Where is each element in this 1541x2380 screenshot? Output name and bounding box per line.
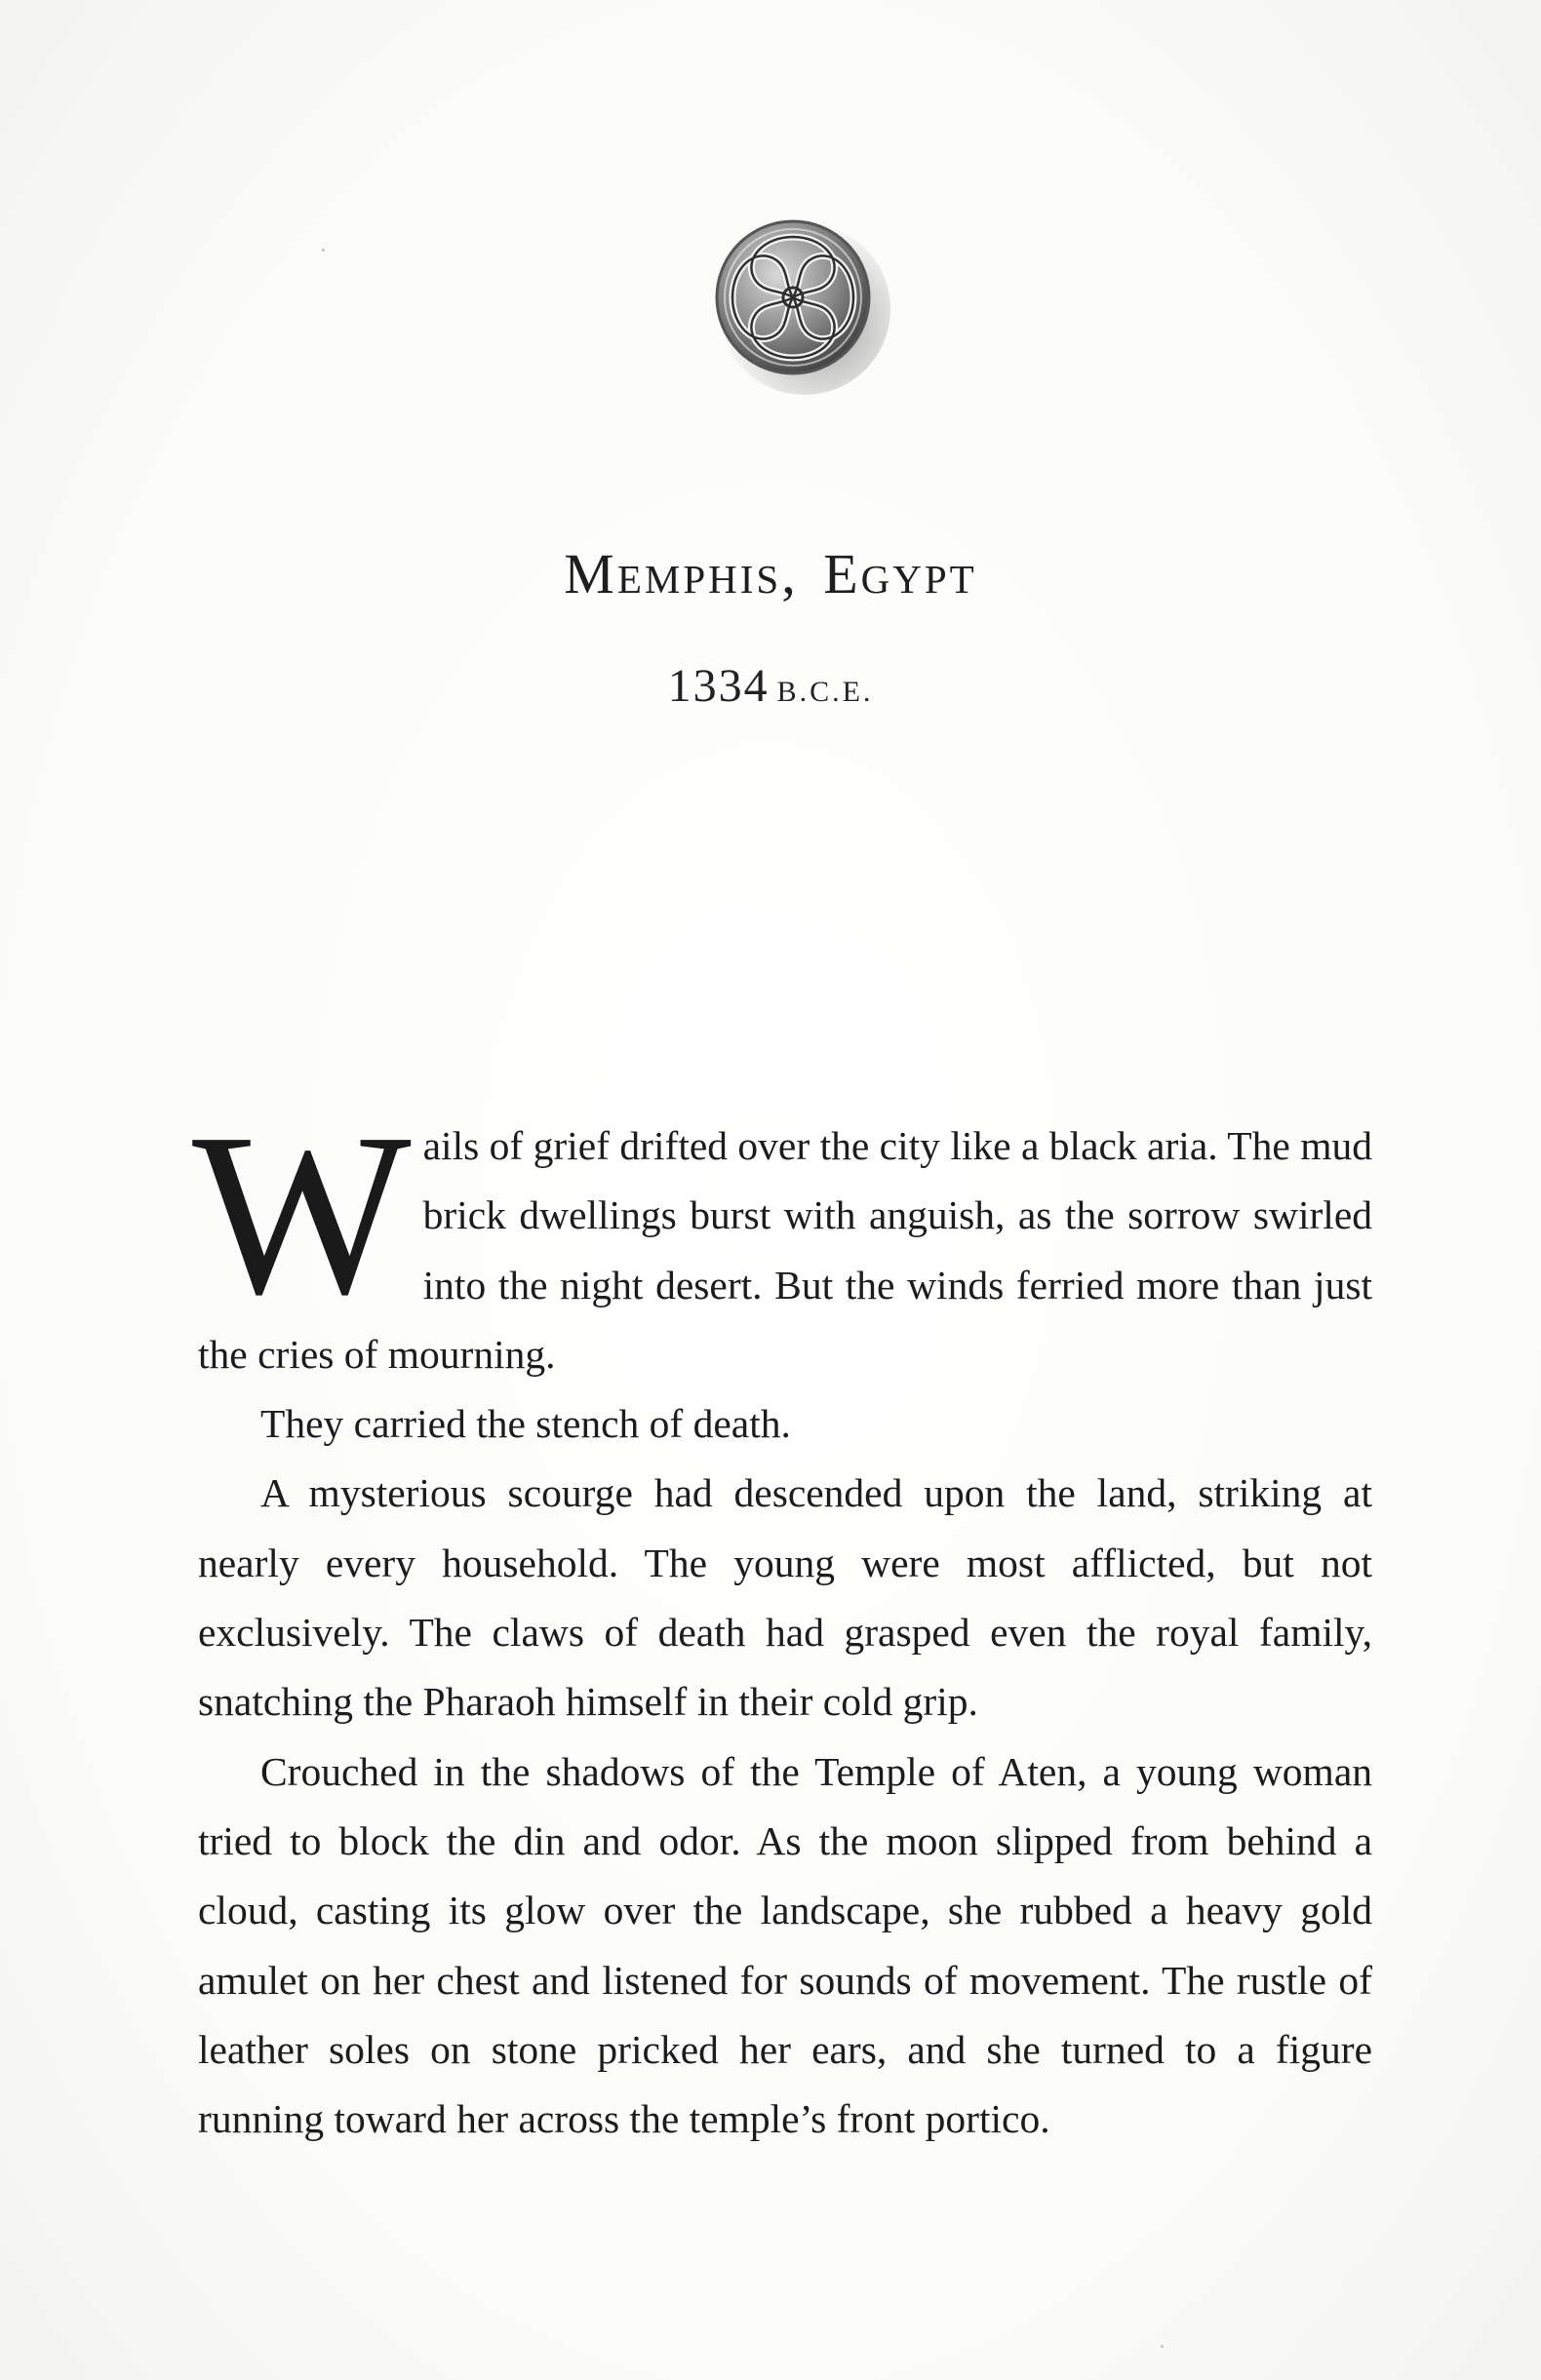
chapter-body — [192, 1086, 1372, 2154]
paragraph-4: Crouched in the shadows of the Temple of Aten, a young woman tried to block the din and odor. As the moon slipped from behind a cloud, casting its glow over the landscape, she rubbed a heavy gold amulet on her chest and listened for sounds of movement. The rustle of leather soles on stone pricked her ears, and she turned to a figure running toward her across the temple’s front portico. — [198, 1748, 1372, 2142]
paragraph-3: A mysterious scourge had descended upon the land, striking at nearly every household. The young were most afflicted, but not exclusively. The claws of death had grasped even the royal family, snatching the Pharaoh himself in their cold grip. — [198, 1470, 1372, 1725]
paragraph-1 — [192, 1086, 1372, 1389]
year-number: 1334 — [667, 660, 770, 712]
chapter-location — [0, 542, 1541, 605]
drop-cap: W — [192, 1086, 412, 1343]
year-era: B.C.E. — [776, 676, 874, 708]
paper-speck — [1161, 2345, 1164, 2348]
chapter-year — [0, 660, 1541, 712]
paragraph-2: They carried the stench of death. — [260, 1401, 791, 1447]
celtic-knot-medallion-icon — [695, 200, 890, 395]
paper-speck — [322, 249, 325, 252]
location-word-country: Egypt — [823, 542, 977, 605]
location-word-city: Memphis, — [564, 542, 799, 605]
paragraph-1-text: ails of grief drifted over the city like a black aria. The mud brick dwellings burst with anguish, as the sorrow swirled into the night desert. But the winds ferried more than just the cries of mourning. — [198, 1123, 1372, 1377]
